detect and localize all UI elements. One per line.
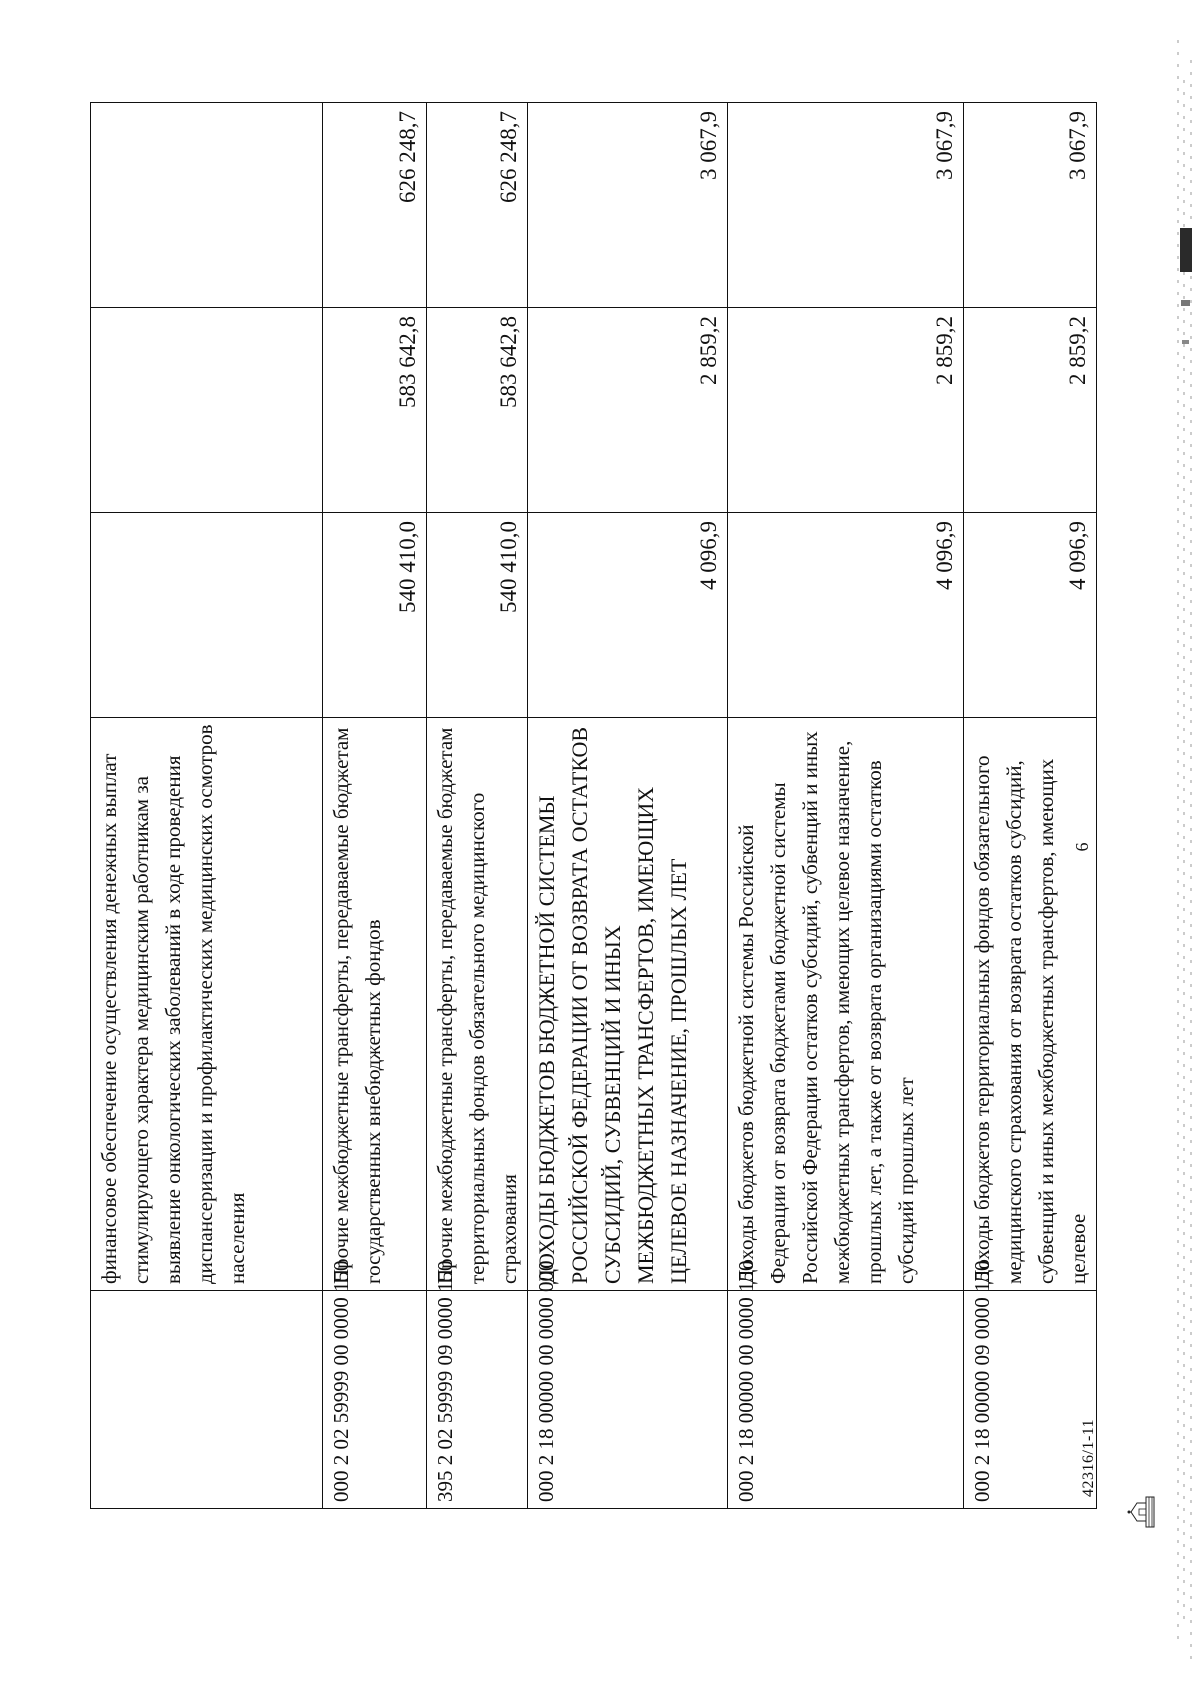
- value-year-2: 583 642,8: [323, 308, 427, 513]
- value-year-2: 583 642,8: [427, 308, 528, 513]
- value-year-1: 540 410,0: [427, 513, 528, 718]
- budget-item-name: Прочие межбюджетные трансферты, передаваемые бюджетам государственных внебюджетных фондов: [323, 718, 427, 1291]
- document-id: 42316/1-11: [1080, 1418, 1097, 1497]
- budget-item-name: ДОХОДЫ БЮДЖЕТОВ БЮДЖЕТНОЙ СИСТЕМЫ РОССИЙСКОЙ ФЕДЕРАЦИИ ОТ ВОЗВРАТА ОСТАТКОВ СУБСИДИЙ, СУБВЕНЦИЙ И ИНЫХ МЕЖБЮДЖЕТНЫХ ТРАНСФЕРТОВ, ИМЕЮЩИХ ЦЕЛЕВОЕ НАЗНАЧЕНИЕ, ПРОШЛЫХ ЛЕТ: [528, 718, 728, 1291]
- value-year-2: 2 859,2: [528, 308, 728, 513]
- table-row: [323, 103, 427, 1509]
- table-row: [427, 103, 528, 1509]
- rotated-page: [0, 47, 1200, 1647]
- budget-item-name: Прочие межбюджетные трансферты, передаваемые бюджетам территориальных фондов обязательного медицинского страхования: [427, 718, 528, 1291]
- budget-code: 000 2 18 00000 09 0000 150: [964, 1291, 1097, 1509]
- budget-item-name: финансовое обеспечение осуществления денежных выплат стимулирующего характера медицинским работникам за выявление онкологических заболеваний в ходе проведения диспансеризации и профилактических медицинских осмотров населения: [91, 718, 323, 1291]
- registry-stamp-icon: [1126, 1495, 1156, 1529]
- table-row: [528, 103, 728, 1509]
- value-year-3: 3 067,9: [528, 103, 728, 308]
- value-year-3: 3 067,9: [964, 103, 1097, 308]
- value-year-2: 2 859,2: [728, 308, 964, 513]
- budget-code: 000 2 02 59999 00 0000 150: [323, 1291, 427, 1509]
- value-year-3: [91, 103, 323, 308]
- value-year-3: 626 248,7: [323, 103, 427, 308]
- budget-code: 000 2 18 00000 00 0000 000: [528, 1291, 728, 1509]
- scan-edge-artifact: [1172, 0, 1200, 1695]
- budget-code: 395 2 02 59999 09 0000 150: [427, 1291, 528, 1509]
- value-year-2: 2 859,2: [964, 308, 1097, 513]
- table-row: [728, 103, 964, 1509]
- budget-table: [90, 102, 1097, 1509]
- value-year-3: 3 067,9: [728, 103, 964, 308]
- budget-item-name: Доходы бюджетов бюджетной системы Российской Федерации от возврата бюджетами бюджетной системы Российской Федерации остатков субсидий, субвенций и иных межбюджетных трансфертов, имеющих целевое назначение, прошлых лет, а также от возврата организациями остатков субсидий прошлых лет: [728, 718, 964, 1291]
- budget-code: 000 2 18 00000 00 0000 150: [728, 1291, 964, 1509]
- value-year-1: [91, 513, 323, 718]
- budget-code: [91, 1291, 323, 1509]
- table-row: [91, 103, 323, 1509]
- value-year-1: 540 410,0: [323, 513, 427, 718]
- value-year-3: 626 248,7: [427, 103, 528, 308]
- page-number: 6: [1072, 842, 1092, 852]
- value-year-1: 4 096,9: [528, 513, 728, 718]
- value-year-1: 4 096,9: [728, 513, 964, 718]
- value-year-1: 4 096,9: [964, 513, 1097, 718]
- budget-item-name: Доходы бюджетов территориальных фондов обязательного медицинского страхования от возврата остатков субсидий, субвенций и иных межбюджетных трансфертов, имеющих целевое: [964, 718, 1097, 1291]
- value-year-2: [91, 308, 323, 513]
- table-row: [964, 103, 1097, 1509]
